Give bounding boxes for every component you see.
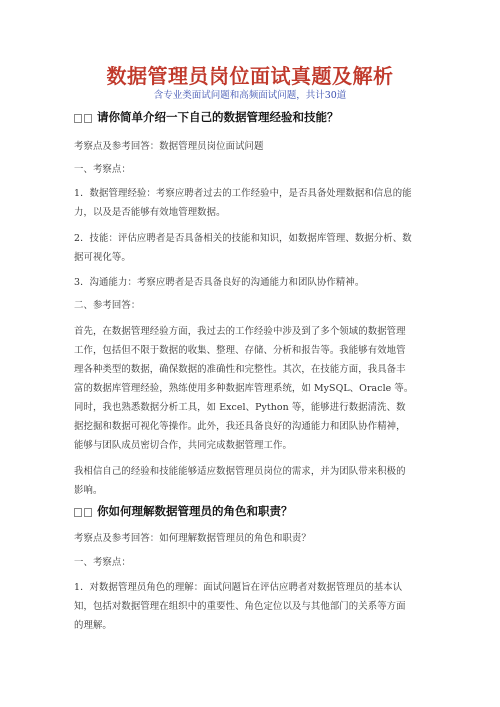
ref-line: 考察点及参考回答：数据管理员岗位面试问题 xyxy=(74,141,264,152)
section-label: 一、考察点： xyxy=(74,557,131,568)
paragraph-line: 我相信自己的经验和技能能够适应数据管理员岗位的需求，并为团队带来积极的 xyxy=(74,466,406,477)
paragraph-line: 同时，我也熟悉数据分析工具，如 Excel、Python 等，能够进行数据清洗、数 xyxy=(74,402,406,413)
paragraph-line: 3．沟通能力：考察应聘者是否具备良好的沟通能力和团队协作精神。 xyxy=(74,277,365,288)
paragraph-line: 据挖掘和数据可视化等操作。此外，我还具备良好的沟通能力和团队协作精神， xyxy=(74,421,406,432)
paragraph-line: 能够与团队成员密切合作，共同完成数据管理工作。 xyxy=(74,440,292,451)
paragraph-line: 力，以及是否能够有效地管理数据。 xyxy=(74,207,226,218)
question-marker-icon xyxy=(74,112,93,122)
paragraph-line: 理各种类型的数据，确保数据的准确性和完整性。其次，在技能方面，我具备丰 xyxy=(74,364,406,375)
ref-line: 考察点及参考回答：如何理解数据管理员的角色和职责？ xyxy=(74,533,311,544)
paragraph-line: 知，包括对数据管理在组织中的重要性、角色定位以及与其他部门的关系等方面 xyxy=(74,601,406,612)
paragraph-line: 据可视化等。 xyxy=(74,252,131,263)
section-label: 二、参考回答： xyxy=(74,300,141,311)
question-text: 请你简单介绍一下自己的数据管理经验和技能？ xyxy=(97,110,339,124)
question-heading-1 xyxy=(74,109,339,125)
paragraph-line: 的理解。 xyxy=(74,620,112,631)
paragraph-line: 富的数据库管理经验，熟练使用多种数据库管理系统，如 MySQL、Oracle 等。 xyxy=(74,383,414,394)
paragraph-line: 1．数据管理经验：考察应聘者过去的工作经验中，是否具备处理数据和信息的能 xyxy=(74,188,412,199)
section-label: 一、考察点： xyxy=(74,164,131,175)
question-heading-2 xyxy=(74,503,293,519)
document-subtitle: 含专业类面试问题和高频面试问题，共计30道 xyxy=(153,90,347,101)
question-marker-icon xyxy=(74,506,93,516)
document-title: 数据管理员岗位面试真题及解析 xyxy=(106,64,394,88)
paragraph-line: 1．对数据管理员角色的理解：面试问题旨在评估应聘者对数据管理员的基本认 xyxy=(74,582,403,593)
paragraph-line: 工作，包括但不限于数据的收集、整理、存储、分析和报告等。我能够有效地管 xyxy=(74,345,406,356)
paragraph-line: 首先，在数据管理经验方面，我过去的工作经验中涉及到了多个领域的数据管理 xyxy=(74,326,406,337)
paragraph-line: 影响。 xyxy=(74,485,103,496)
paragraph-line: 2．技能：评估应聘者是否具备相关的技能和知识，如数据库管理、数据分析、数 xyxy=(74,233,412,244)
question-text: 你如何理解数据管理员的角色和职责？ xyxy=(97,504,293,518)
